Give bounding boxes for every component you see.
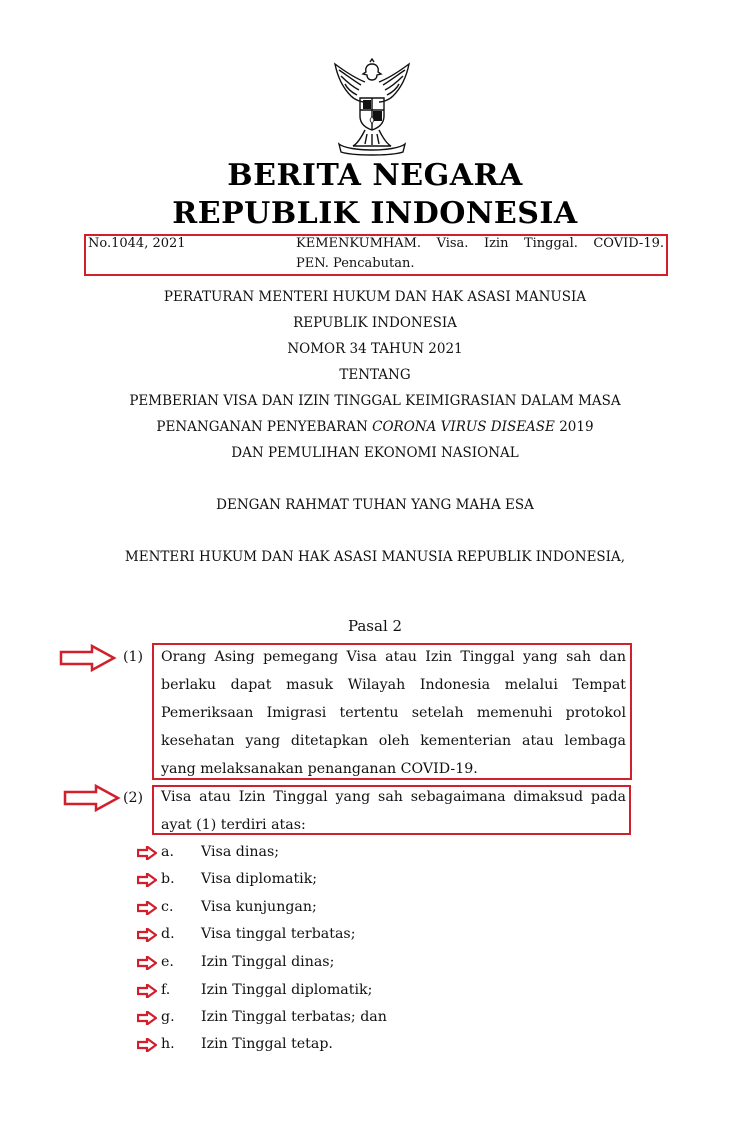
regulation-tentang: TENTANG [339, 367, 411, 383]
gazette-keywords-line-2: PEN. Pencabutan. [296, 256, 415, 271]
list-item-letter: h. [161, 1036, 175, 1052]
title-line-2: REPUBLIK INDONESIA [172, 196, 578, 231]
regulation-line-6-italic: CORONA VIRUS DISEASE [372, 419, 555, 435]
paragraph-2-line: Visa atau Izin Tinggal yang sah sebagaimana dimaksud pada [161, 789, 626, 805]
paragraph-1-line: Orang Asing pemegang Visa atau Izin Tinggal yang sah dan [161, 649, 626, 665]
list-item-text: Izin Tinggal dinas; [201, 954, 335, 970]
invocation: DENGAN RAHMAT TUHAN YANG MAHA ESA [216, 497, 534, 513]
list-item-text: Izin Tinggal terbatas; dan [201, 1009, 387, 1025]
regulation-line-6-suffix: 2019 [554, 419, 594, 435]
right-arrow-icon [137, 984, 157, 998]
list-item-letter: e. [161, 954, 174, 970]
paragraph-1-line: yang melaksanakan penanganan COVID-19. [161, 761, 478, 777]
right-arrow-icon [137, 846, 157, 860]
list-item-letter: g. [161, 1009, 175, 1025]
paragraph-1-text [161, 643, 626, 783]
paragraph-1-line: Pemeriksaan Imigrasi tertentu setelah memenuhi protokol [161, 705, 626, 721]
paragraph-1-number: (1) [123, 649, 144, 665]
right-arrow-icon [58, 643, 118, 673]
right-arrow-icon [137, 901, 157, 915]
list-item-letter: c. [161, 899, 174, 915]
right-arrow-icon [137, 873, 157, 887]
regulation-line-6 [0, 419, 750, 435]
article-title: Pasal 2 [347, 617, 403, 635]
paragraph-1-line: kesehatan yang ditetapkan oleh kementerian atau lembaga [161, 733, 626, 749]
list-item-text: Izin Tinggal diplomatik; [201, 982, 373, 998]
right-arrow-icon [137, 1038, 157, 1052]
paragraph-1-line: berlaku dapat masuk Wilayah Indonesia melalui Tempat [161, 677, 626, 693]
list-item-text: Visa diplomatik; [201, 871, 318, 887]
regulation-number: NOMOR 34 TAHUN 2021 [287, 341, 463, 357]
regulation-line-5: PEMBERIAN VISA DAN IZIN TINGGAL KEIMIGRASIAN DALAM MASA [129, 393, 621, 409]
list-item-letter: f. [161, 982, 171, 998]
right-arrow-icon [137, 1011, 157, 1025]
paragraph-2-text [161, 783, 626, 839]
list-item-text: Visa kunjungan; [201, 899, 317, 915]
regulation-line-7: DAN PEMULIHAN EKONOMI NASIONAL [231, 445, 519, 461]
garuda-emblem-icon [327, 58, 417, 156]
regulation-line-1: PERATURAN MENTERI HUKUM DAN HAK ASASI MANUSIA [163, 289, 587, 305]
paragraph-2-number: (2) [123, 790, 144, 806]
minister-line: MENTERI HUKUM DAN HAK ASASI MANUSIA REPUBLIK INDONESIA, [124, 549, 626, 565]
gazette-keywords-line-1: KEMENKUMHAM. Visa. Izin Tinggal. COVID-19. [296, 236, 664, 251]
list-item-letter: b. [161, 871, 175, 887]
right-arrow-icon [137, 928, 157, 942]
right-arrow-icon [62, 783, 122, 813]
list-item-text: Visa dinas; [201, 844, 280, 860]
list-item-text: Izin Tinggal tetap. [201, 1036, 333, 1052]
list-item-letter: a. [161, 844, 174, 860]
gazette-number: No.1044, 2021 [88, 236, 186, 251]
regulation-line-2: REPUBLIK INDONESIA [293, 315, 457, 331]
list-item-letter: d. [161, 926, 175, 942]
regulation-line-6-prefix: PENANGANAN PENYEBARAN [156, 419, 373, 435]
paragraph-2-line: ayat (1) terdiri atas: [161, 817, 306, 833]
right-arrow-icon [137, 956, 157, 970]
list-item-text: Visa tinggal terbatas; [201, 926, 356, 942]
title-line-1: BERITA NEGARA [227, 158, 523, 193]
